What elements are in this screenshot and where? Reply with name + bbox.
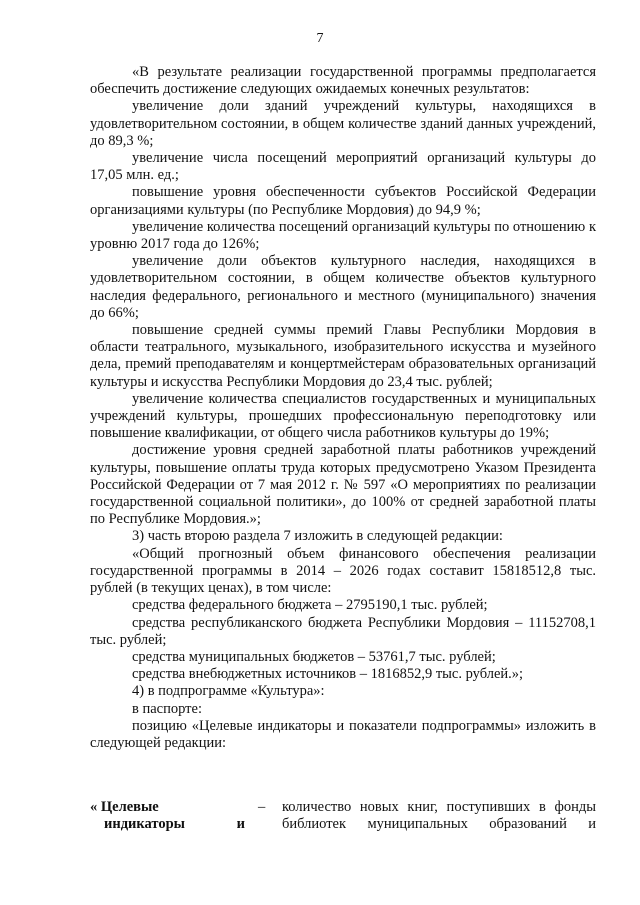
paragraph-result-salary: достижение уровня средней заработной платы работников учреждений культуры, повышение оплаты труда которых предусмотрено Указом Президента Российской Федерации от 7 мая 2012 г. № 597 «О мероприятиях по реализации государственной социальной политики», до 100% от средней заработной платы по Республике Мордовия.»; [90,442,596,528]
page-number: 7 [316,31,324,46]
table-dash: – [258,799,266,815]
table-heading-line2: индикаторы [104,816,185,833]
paragraph-funding-federal: средства федерального бюджета – 2795190,1 тыс. рублей; [132,597,488,614]
paragraph-funding-republic: средства республиканского бюджета Республики Мордовия – 11152708,1 тыс. рублей; [90,614,596,648]
paragraph-intro: «В результате реализации государственной программы предполагается обеспечить достижение следующих ожидаемых конечных результатов: [90,64,596,98]
paragraph-result-provision: повышение уровня обеспеченности субъектов Российской Федерации организациями культуры (по Республике Мордовия) до 94,9 %; [90,184,596,218]
table-heading-line1: « Целевые [90,799,159,815]
table-heading-conjunction: и [236,816,245,832]
paragraph-result-heritage: увеличение доли объектов культурного наследия, находящихся в удовлетворительном состоянии, в общем количестве объектов культурного наследия федерального, регионального и местного (муниципального) значения до 66%; [90,253,596,321]
paragraph-result-visits-2017: увеличение количества посещений организаций культуры по отношению к уровню 2017 года до 126%; [90,218,596,253]
paragraph-funding-extrabudgetary: средства внебюджетных источников – 1816852,9 тыс. рублей.»; [132,666,524,683]
table-row-value: количество новых книг, поступивших в фонды библиотек муниципальных образований и [282,799,596,833]
paragraph-position: позицию «Целевые индикаторы и показатели подпрограммы» изложить в следующей редакции: [90,717,596,751]
paragraph-result-awards: повышение средней суммы премий Главы Республики Мордовия в области театрального, музыкального, изобразительного искусства и музейного дела, премий преподавателям и концертмейстерам образовательных организаций культуры и искусства Республики Мордовия до 23,4 тыс. рублей; [90,322,596,390]
paragraph-funding-total: «Общий прогнозный объем финансового обеспечения реализации государственной программы в 2014 – 2026 годах составит 15818512,8 тыс. рублей (в текущих ценах), в том числе: [90,545,596,597]
document-body [90,64,596,752]
paragraph-amendment-4: 4) в подпрограмме «Культура»: [132,683,325,700]
paragraph-funding-municipal: средства муниципальных бюджетов – 53761,7 тыс. рублей; [132,648,496,665]
paragraph-passport: в паспорте: [132,700,202,717]
table-row-heading [90,799,255,833]
paragraph-result-buildings: увеличение доли зданий учреждений культуры, находящихся в удовлетворительном состоянии, в общем количестве зданий данных учреждений, до 89,3 %; [90,98,596,149]
paragraph-result-visits: увеличение числа посещений мероприятий организаций культуры до 17,05 млн. ед.; [90,150,596,184]
paragraph-amendment-3: 3) часть второю раздела 7 изложить в следующей редакции: [132,528,503,545]
paragraph-result-training: увеличение количества специалистов государственных и муниципальных учреждений культуры, прошедших профессиональную переподготовку или повышение квалификации, от общего числа работников культуры до 19%; [90,390,596,442]
